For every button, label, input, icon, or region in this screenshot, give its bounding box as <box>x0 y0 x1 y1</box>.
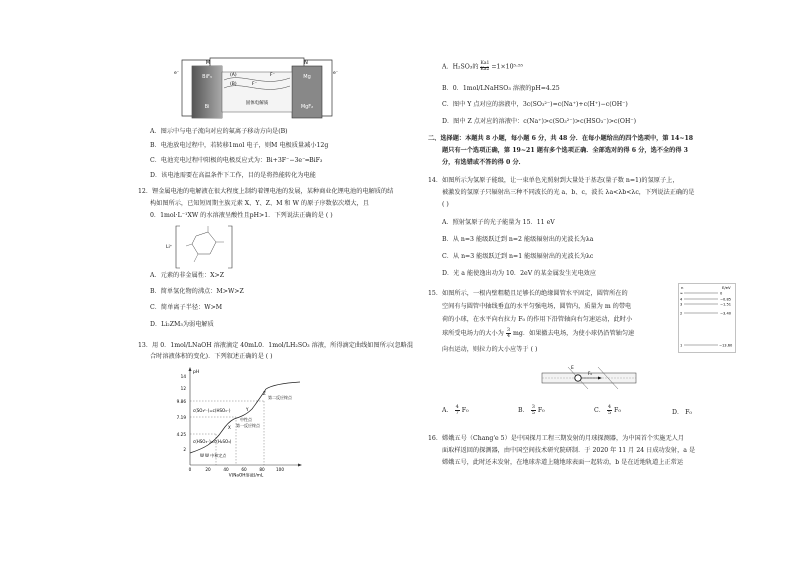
label-bi: Bi <box>204 104 210 110</box>
level-e-2: −3.40 <box>720 311 732 316</box>
ytick-4-25: 4.25 <box>176 432 186 437</box>
q15-stem-line2: 空间有与圆管中轴线垂直的水平匀强电场，圆管内，质量为 m 的带电 <box>442 303 632 310</box>
q14-stem-line3: ( ) <box>442 201 449 208</box>
label-m: M <box>205 60 211 66</box>
energy-header-n: n <box>681 285 684 290</box>
tube-label-f0: F₀ <box>588 371 593 376</box>
label-bif3: BiF₃ <box>202 74 212 80</box>
label-f2: F⁻ <box>252 82 257 87</box>
fraction-top: 4 <box>455 404 459 410</box>
label-f1: F⁻ <box>270 73 275 78</box>
option-label: B． <box>518 407 529 414</box>
label-e-right: e⁻ <box>333 71 339 76</box>
tube-diagram <box>538 363 640 393</box>
q11-option-d: D．该电池需要在高温条件下工作，目的是将热能转化为电能 <box>150 172 316 179</box>
fraction-top: 4 <box>607 404 612 410</box>
q12-option-b: B．简单氢化物的沸点：M>W>Z <box>150 288 244 295</box>
option-tail: F₀ <box>614 407 621 414</box>
chart-xlabel: V(NaOH溶液)/mL <box>228 472 264 477</box>
fraction-bottom: Ka2 <box>480 66 490 72</box>
option-tail: F₀ <box>685 409 692 416</box>
level-e-1: −13.60 <box>719 343 733 348</box>
label-a: (A) <box>230 73 237 78</box>
q15-stem-line1: 15．如图所示，一根内壁粗糙且足够长的绝缘圆管水平固定，圆管所在的 <box>428 290 628 297</box>
q12-stem-line1: 12．锂金属电池的电解液在很大程度上制约着锂电池的发展，某种商业化锂电池的电解质的结 <box>138 188 394 195</box>
q15-stem-line4 <box>442 328 634 339</box>
q16-stem-line1: 16．嫦娥五号（Chang'e 5）是中国探月工程三期发射的月球探测器，为中国首个实施无人月 <box>428 435 685 442</box>
tube-label-e: E <box>571 366 574 371</box>
point-x-label: X <box>228 425 231 430</box>
ytick-12: 12 <box>180 386 186 391</box>
xtick-20: 20 <box>205 467 211 472</box>
xtick-40: 40 <box>223 467 229 472</box>
section2-line3: 分，有选错或不答的得 0 分． <box>442 159 525 166</box>
xtick-60: 60 <box>241 467 247 472</box>
q14-option-b: B．从 n=3 能级跃迁到 n=2 能级辐射出的光波长为λa <box>442 236 594 243</box>
annotation-c1: c(SO₃²⁻)=c(HSO₃⁻) <box>193 408 231 413</box>
level-e-4: −0.85 <box>720 297 732 302</box>
q11-option-a: A．图示中与电子流向对应的氟离子移动方向是(B) <box>150 128 288 135</box>
q13-option-a-suffix: =1×10⁵·⁵⁵ <box>491 63 523 71</box>
label-n: N <box>304 60 308 66</box>
q13-option-d: D．图中 Z 点对应的溶液中：c(Na⁺)>c(SO₃²⁻)>c(HSO₃⁻)>c(OH⁻) <box>442 118 637 125</box>
q15-line4-fraction <box>506 328 511 339</box>
label-mgf2: MgF₂ <box>300 104 314 110</box>
q15-option-d <box>672 409 692 417</box>
level-n-inf: ∞ <box>680 291 683 296</box>
q16-stem-line3: 嫦娥五号，此时还未发射，在地球赤道上随地球表面一起转动，b 是在近地轨道上正常运 <box>442 459 684 466</box>
q15-line4-prefix: 球所受电场力的大小为 <box>442 330 504 337</box>
q15-option-b <box>518 405 545 416</box>
option-tail: F₀ <box>537 407 545 414</box>
level-e-inf: 0 <box>720 291 723 296</box>
q12-stem-line3: 0．1mol·L⁻¹XW 的水溶液呈酸性且pH>1．下列说法正确的是 ( ) <box>150 212 333 219</box>
q15-option-c <box>594 405 621 416</box>
section2-line1: 二、选择题：本题共 8 小题，每小题 6 分，共 48 分．在每小题给出的四个选项中，第 14~18 <box>428 135 694 142</box>
option-fraction <box>455 405 460 416</box>
q12-option-c: C．简单离子半径：W>M <box>150 304 223 311</box>
q12-stem-line2: 构如图所示，已知短周期主族元素 X、Y、Z、M 和 W 的原子序数依次增大，且 <box>150 200 369 207</box>
q14-option-c: C．从 n=3 能级跃迁到 n=1 能级辐射出的光波长为λc <box>442 253 594 260</box>
energy-header-e: E/eV <box>722 285 731 290</box>
fraction-bottom: 4 <box>506 333 511 339</box>
point-z-label: Z <box>263 391 266 396</box>
q14-stem-line1: 14．如图所示为氢原子能级，让一束单色光照射到大量处于基态(量子数 n=1)的氢原子上， <box>428 177 679 184</box>
q13-option-c: C．图中 Y 点对应的溶液中，3c(SO₃²⁻)=c(Na⁺)+c(H⁺)−c(OH⁻) <box>442 101 628 108</box>
level-n-1: 1 <box>680 343 683 348</box>
q13-option-a <box>442 62 523 72</box>
fraction-top: Ka1 <box>480 61 490 66</box>
option-label: D． <box>672 409 684 416</box>
option-label: C． <box>594 407 605 414</box>
level-n-4: 4 <box>680 297 683 302</box>
q14-option-d: D．光 a 能使逸出功为 10．2eV 的某金属发生光电效应 <box>442 270 597 277</box>
annotation-w: W 中和定点 <box>205 453 227 458</box>
option-tail: F₀ <box>461 407 469 414</box>
q13-option-a-prefix: A．H₂SO₃的 <box>442 63 479 71</box>
q15-stem-line3: 荷的小球，在水平向右拉力 F₀ 的作用下沿管轴向右匀速运动，此时小 <box>442 316 633 323</box>
level-n-2: 2 <box>680 311 683 316</box>
ytick-9-86: 9.86 <box>176 399 186 404</box>
q15-stem-line5: 向右运动，则拉力的大小应等于 ( ) <box>442 346 538 353</box>
annotation-c2: c(HSO₃⁻)=c(H₂SO₃) <box>193 439 232 444</box>
fraction-top: 3 <box>531 404 535 410</box>
fraction-bottom: 5 <box>531 410 535 416</box>
fraction-top: 3 <box>506 327 511 333</box>
annotation-neutral: 中性点 <box>240 417 252 422</box>
label-electrolyte: 固体电解质 <box>245 101 269 106</box>
label-e-left: e⁻ <box>174 71 180 76</box>
annotation-first-endpoint: 第一反应终点 <box>236 423 260 428</box>
fraction-bottom: 7 <box>455 410 459 416</box>
annotation-second-endpoint: 第二反应终点 <box>268 395 292 400</box>
ytick-2: 2 <box>183 447 186 452</box>
section2-line2: 题只有一个选项正确，第 19~21 题有多个选项正确．全部选对的得 6 分，选不全的得 3 <box>442 147 688 154</box>
level-e-3: −1.51 <box>720 302 732 307</box>
q16-stem-line2: 面取样返回的探测器，由中国空间技术研究院研制．于 2020 年 11 月 24 日成功发射，a 是 <box>442 447 696 454</box>
molecule-structure <box>164 222 244 272</box>
q12-option-d: D．Li₂ZM₃为弱电解质 <box>150 321 214 328</box>
xtick-100: 100 <box>276 467 284 472</box>
xtick-0: 0 <box>188 467 192 472</box>
option-label: A． <box>442 407 453 414</box>
point-w-label: W <box>200 453 204 458</box>
battery-diagram <box>172 54 342 128</box>
option-fraction <box>531 405 536 416</box>
ytick-7-19: 7.19 <box>176 415 186 420</box>
chart-yticks <box>177 374 187 452</box>
fraction-bottom: 5 <box>607 410 612 416</box>
q13-option-a-fraction <box>480 62 489 72</box>
q13-option-b: B．0．1mol/LNaHSO₃ 溶液的pH=4.25 <box>442 85 560 92</box>
option-fraction <box>607 405 612 416</box>
q15-line4-suffix: mg．如果撤去电场，为使小球仍沿管轴匀速 <box>513 330 635 337</box>
titration-chart <box>160 365 310 477</box>
level-n-3: 3 <box>680 302 683 307</box>
label-b: (B) <box>230 82 237 87</box>
q12-option-a: A．元素的非金属性：X>Z <box>150 272 225 279</box>
q14-option-a: A．照射氢原子的光子能量为 15．11 eV <box>442 219 555 226</box>
point-y-label: Y <box>246 407 249 412</box>
q11-option-b: B．电池放电过程中，若转移1mol 电子，则M 电极质量减小12g <box>150 142 329 149</box>
q13-stem-line2: 合时溶液体积的变化)．下列叙述正确的是 ( ) <box>150 353 273 360</box>
q11-option-c: C．电池充电过程中阳极的电极反应式为：Bi+3F⁻−3e⁻═BiF₃ <box>150 157 323 164</box>
q13-stem-line1: 13．用 0．1mol/LNaOH 溶液滴定 40mL0．1mol/LH₂SO₃ 溶液，所得滴定曲线如图所示(忽略混 <box>138 342 414 349</box>
energy-level-diagram <box>678 283 736 353</box>
xtick-80: 80 <box>259 467 265 472</box>
li-ion-label: Li⁺ <box>166 245 173 250</box>
q14-stem-line2: 被激发的氢原子只辐射出三种不同波长的光 a、b、c，波长 λa<λb<λc，下列说法正确的是 <box>442 189 695 196</box>
chart-xticks <box>189 467 285 472</box>
ytick-14: 14 <box>180 374 186 379</box>
label-mg: Mg <box>303 74 311 80</box>
q15-option-a <box>442 405 469 416</box>
chart-ylabel: pH <box>193 370 200 375</box>
